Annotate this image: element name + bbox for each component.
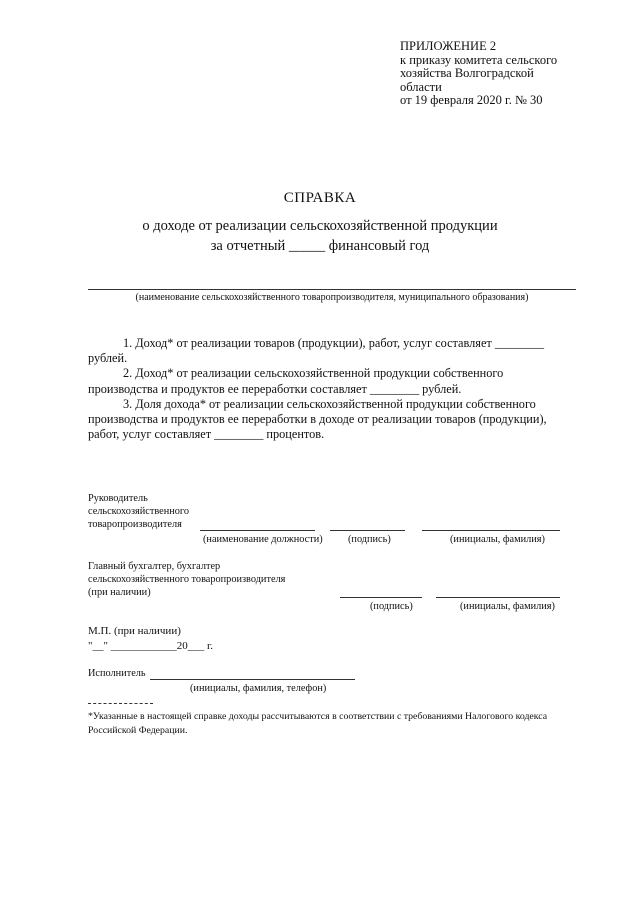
appendix-order-line: области (400, 79, 442, 94)
head-name-caption: (инициалы, фамилия) (450, 534, 545, 545)
accountant-label: Главный бухгалтер, бухгалтер сельскохозяйственного товаропроизводителя (при наличии) (88, 561, 286, 598)
document-subtitle: о доходе от реализации сельскохозяйственной продукции (142, 218, 498, 234)
item-2-cont: производства и продуктов ее переработки составляет ________ рублей. (88, 381, 462, 396)
executor-label: Исполнитель (88, 668, 146, 679)
executor-line[interactable] (150, 679, 355, 680)
producer-caption: (наименование сельскохозяйственного товаропроизводителя, муниципального образования) (135, 292, 529, 303)
appendix-order-line: к приказу комитета сельского (400, 52, 558, 67)
item-1: 1. Доход* от реализации товаров (продукции), работ, услуг составляет ________ (123, 336, 545, 350)
item-3: 3. Доля дохода* от реализации сельскохозяйственной продукции собственного (123, 396, 536, 411)
item-1-cont: рублей. (88, 351, 128, 366)
item-3-cont: работ, услуг составляет ________ процентов. (88, 427, 325, 442)
document-title: СПРАВКА (283, 190, 357, 206)
document-subtitle-year: за отчетный _____ финансовый год (210, 238, 430, 254)
stamp-label: М.П. (при наличии) (88, 625, 181, 637)
head-signature-caption: (подпись) (348, 534, 391, 545)
head-label: Руководитель сельскохозяйственного товаропроизводителя (88, 493, 189, 530)
date-field[interactable]: "__" ____________20___ г. (88, 640, 214, 652)
accountant-signature-line[interactable] (340, 597, 422, 598)
producer-name-line[interactable] (88, 289, 576, 290)
item-3-cont: производства и продуктов ее переработки в доходе от реализации товаров (продукции), (88, 412, 547, 427)
head-name-line[interactable] (422, 530, 560, 531)
appendix-title: ПРИЛОЖЕНИЕ 2 (400, 39, 497, 53)
accountant-name-caption: (инициалы, фамилия) (460, 601, 555, 612)
item-2: 2. Доход* от реализации сельскохозяйственной продукции собственного (123, 366, 504, 381)
head-signature-line[interactable] (330, 530, 405, 531)
appendix-header (400, 40, 590, 108)
appendix-order-date: от 19 февраля 2020 г. № 30 (400, 93, 543, 107)
appendix-order-line: хозяйства Волгоградской (400, 66, 534, 80)
accountant-name-line[interactable] (436, 597, 560, 598)
footnote: *Указанные в настоящей справке доходы рассчитываются в соответствии с требованиями Налогового кодекса Российской Федерации. (88, 711, 548, 736)
head-position-caption: (наименование должности) (203, 534, 323, 545)
executor-caption: (инициалы, фамилия, телефон) (190, 683, 327, 694)
head-position-line[interactable] (200, 530, 315, 531)
footnote-divider (88, 703, 153, 704)
accountant-signature-caption: (подпись) (370, 601, 413, 612)
statement-body (88, 336, 576, 442)
